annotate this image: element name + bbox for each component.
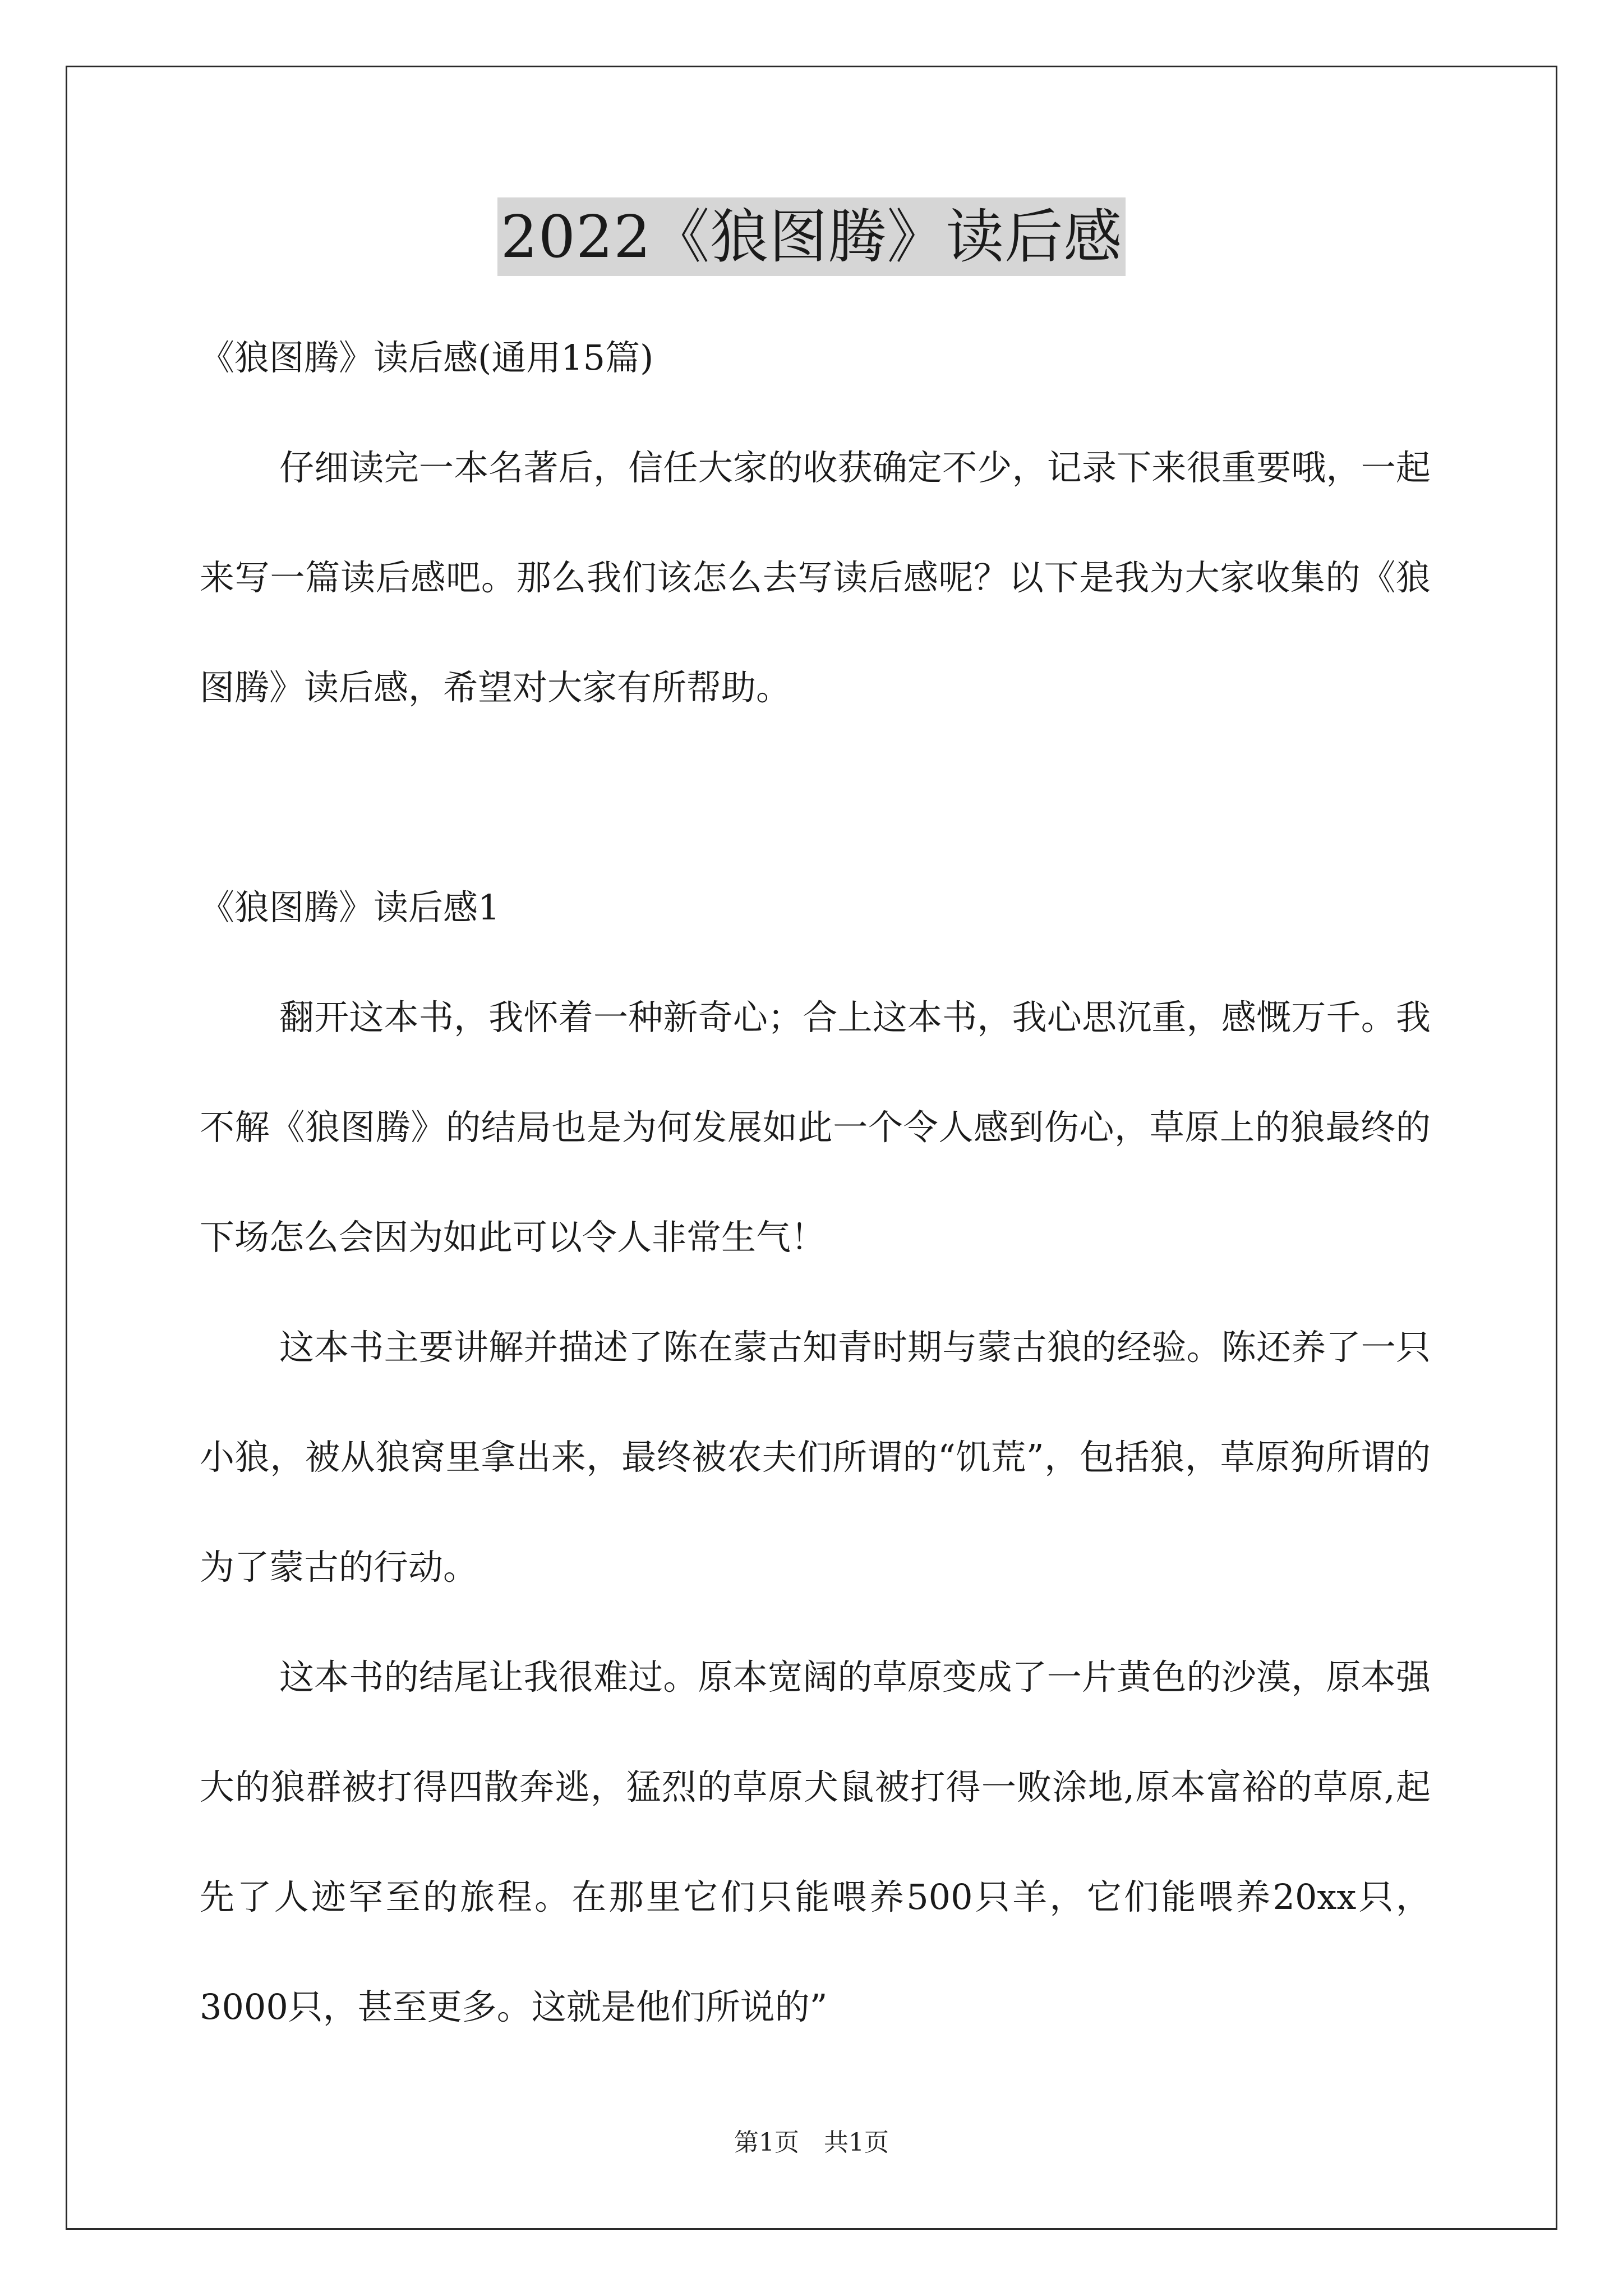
page-number: 第1页: [734, 2128, 799, 2157]
page-footer: [0, 2126, 1623, 2160]
title-container: [0, 197, 1623, 276]
document-body: [200, 303, 1431, 2062]
document-title: 2022《狼图腾》读后感: [497, 197, 1126, 276]
intro-paragraph: 仔细读完一本名著后，信任大家的收获确定不少，记录下来很重要哦，一起来写一篇读后感吧。那么我们该怎么去写读后感呢？以下是我为大家收集的《狼图腾》读后感，希望对大家有所帮助。: [200, 447, 1431, 708]
body-paragraph: 这本书的结尾让我很难过。原本宽阔的草原变成了一片黄色的沙漠，原本强大的狼群被打得四散奔逃，猛烈的草原犬鼠被打得一败涂地,原本富裕的草原,起先了人迹罕至的旅程。在那里它们只能喂养500只羊，它们能喂养20xx只，3000只，甚至更多。这就是他们所说的”: [200, 1657, 1431, 2027]
document-subtitle: 《狼图腾》读后感(通用15篇): [200, 337, 654, 378]
section-spacer: [200, 743, 1431, 853]
section-heading: 《狼图腾》读后感1: [200, 887, 500, 928]
body-paragraph: 翻开这本书，我怀着一种新奇心；合上这本书，我心思沉重，感慨万千。我不解《狼图腾》的结局也是为何发展如此一个令人感到伤心，草原上的狼最终的下场怎么会因为如此可以令人非常生气！: [200, 997, 1431, 1258]
body-paragraph: 这本书主要讲解并描述了陈在蒙古知青时期与蒙古狼的经验。陈还养了一只小狼，被从狼窝里拿出来，最终被农夫们所谓的“饥荒”，包括狼，草原狗所谓的为了蒙古的行动。: [200, 1327, 1431, 1588]
page-total: 共1页: [824, 2128, 889, 2157]
